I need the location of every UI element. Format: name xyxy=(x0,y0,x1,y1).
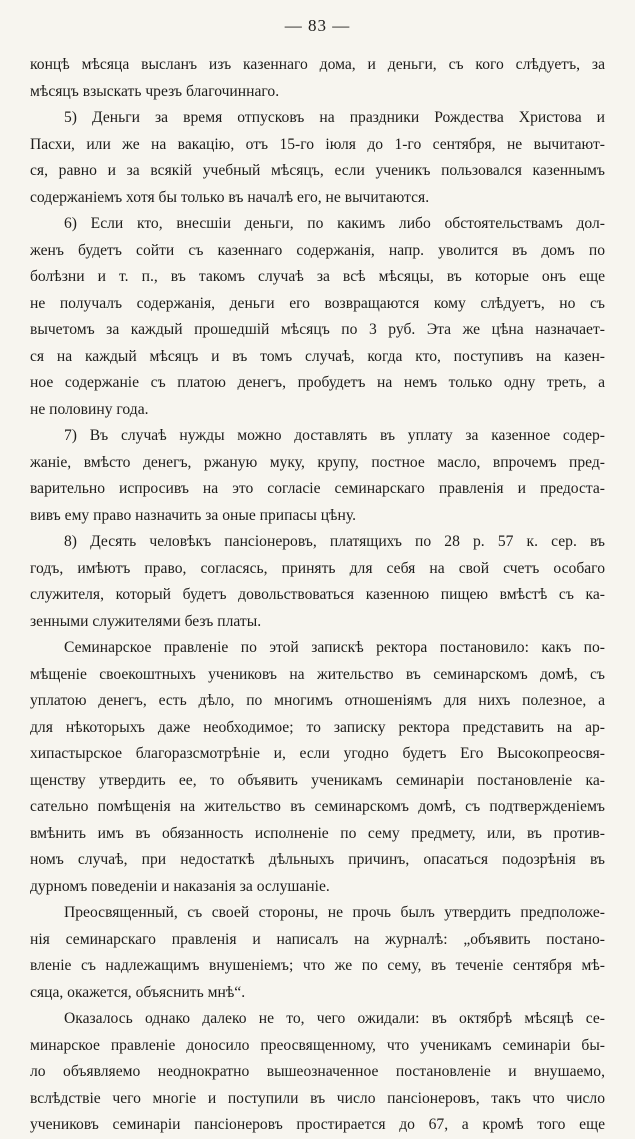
text-line: мѣщеніе своекоштныхъ учениковъ на жительство въ семинарскомъ домѣ, съ xyxy=(30,665,605,683)
text-line: варительно испросивъ на это согласіе семинарскаго правленія и предоста- xyxy=(30,480,605,497)
text-line: Семинарское правленіе по этой запискѣ ректора постановило: какъ по- xyxy=(64,639,605,656)
paragraph xyxy=(30,900,605,1006)
paragraph xyxy=(30,529,605,635)
text-line: Оказалось однако далеко не то, чего ожидали: въ октябрѣ мѣсяцѣ се- xyxy=(64,1010,605,1027)
text-line: вслѣдствіе чего многіе и поступили въ число пансіонеровъ, такъ что число xyxy=(30,1089,605,1107)
text-line: не получалъ содержанія, деньги его возвращаются кому слѣдуетъ, но съ xyxy=(30,294,605,312)
body-text xyxy=(30,52,605,1139)
text-line: 8) Десять человѣкъ пансіонеровъ, платящихъ по 28 р. 57 к. сер. въ xyxy=(64,533,605,550)
text-line: Преосвященный, съ своей стороны, не прочь былъ утвердить предположе- xyxy=(64,904,605,921)
paragraph xyxy=(30,105,605,211)
text-line: годъ, имѣютъ право, согласясь, принять для себя на свой счетъ особаго xyxy=(30,559,605,577)
text-line: мѣсяцъ взыскать чрезъ благочиннаго. xyxy=(30,82,280,100)
text-line: сательно помѣщенія на жительство въ семинарскомъ домѣ, съ подтвержденіемъ xyxy=(30,798,605,815)
text-line: ло объявляемо неоднократно вышеозначенное постановленіе и внушаемо, xyxy=(30,1063,605,1080)
text-line: вивъ ему право назначить за оные припасы цѣну. xyxy=(30,506,356,524)
text-line: зенными служителями безъ платы. xyxy=(30,612,262,630)
text-line: сяца, окажется, объяснить мнѣ“. xyxy=(30,983,246,1001)
text-line: Пасхи, или же на вакацію, отъ 15-го іюля до 1-го сентября, не вычитают- xyxy=(30,135,605,153)
text-line: щенству утвердить ее, то объявить ученикамъ семинаріи постановленіе ка- xyxy=(30,771,605,789)
paragraph xyxy=(30,211,605,423)
text-line: содержаніемъ хотя бы только въ началѣ его, не вычитаются. xyxy=(30,188,430,206)
text-line: 5) Деньги за время отпусковъ на праздники Рождества Христова и xyxy=(64,109,605,126)
paragraph xyxy=(30,423,605,529)
text-line: уплатою денегъ, есть дѣло, по многимъ отношеніямъ для нихъ полезное, а xyxy=(30,692,605,709)
text-line: вленіе съ надлежащимъ внушеніемъ; что же по сему, въ теченіе сентября мѣ- xyxy=(30,957,605,974)
text-line: минарское правленіе доносило преосвященному, что ученикамъ семинаріи бы- xyxy=(30,1036,605,1054)
text-line: концѣ мѣсяца высланъ изъ казеннаго дома, и деньги, съ кого слѣдуетъ, за xyxy=(30,56,605,73)
text-line: болѣзни и т. п., въ такомъ случаѣ за всѣ мѣсяцы, въ которые онъ еще xyxy=(30,268,605,285)
text-line: для нѣкоторыхъ даже необходимое; то записку ректора представить на ар- xyxy=(30,718,605,736)
text-line: жаніе, вмѣсто денегъ, ржаную муку, крупу, постное масло, впрочемъ пред- xyxy=(30,453,605,471)
text-line: вычетомъ за каждый прошедшій мѣсяцъ по 3 руб. Эта же цѣна назначает- xyxy=(30,321,605,338)
text-line: хипастырское благоразсмотрѣніе и, если угодно будетъ Его Высокопреосвя- xyxy=(30,745,605,762)
paragraph xyxy=(30,52,605,105)
paragraph xyxy=(30,635,605,900)
text-line: 7) Въ случаѣ нужды можно доставлять въ уплату за казенное содер- xyxy=(64,427,605,444)
text-line: 6) Если кто, внесшіи деньги, по какимъ либо обстоятельствамъ дол- xyxy=(64,215,605,232)
text-line: ся, равно и за всякій учебный мѣсяцъ, если ученикъ пользовался казеннымъ xyxy=(30,162,605,179)
text-line: ся на каждый мѣсяцъ и въ томъ случаѣ, когда кто, поступивъ на казен- xyxy=(30,347,605,365)
text-line: женъ будетъ сойти съ казеннаго содержанія, напр. уволится въ домъ по xyxy=(30,241,605,259)
text-line: ное содержаніе съ платою денегъ, пробудетъ на немъ только одну треть, а xyxy=(30,374,605,391)
text-line: нія семинарскаго правленія и написалъ на журналѣ: „объявить постано- xyxy=(30,930,605,948)
text-line: учениковъ семинаріи пансіонеровъ простирается до 67, а кромѣ того еще xyxy=(30,1116,605,1133)
paragraph xyxy=(30,1006,605,1139)
text-line: номъ случаѣ, при недостаткѣ дѣльныхъ причинъ, опасаться подозрѣнія въ xyxy=(30,851,605,868)
text-line: вмѣнить имъ въ обязанность исполненіе по сему предмету, или, въ против- xyxy=(30,824,605,842)
text-line: не половину года. xyxy=(30,400,149,418)
text-line: дурномъ поведеніи и наказанія за ослушаніе. xyxy=(30,877,330,895)
page-number: — 83 — xyxy=(284,16,351,35)
text-line: служителя, который будетъ довольствоваться казенною пищею вмѣстѣ съ ка- xyxy=(30,586,605,603)
